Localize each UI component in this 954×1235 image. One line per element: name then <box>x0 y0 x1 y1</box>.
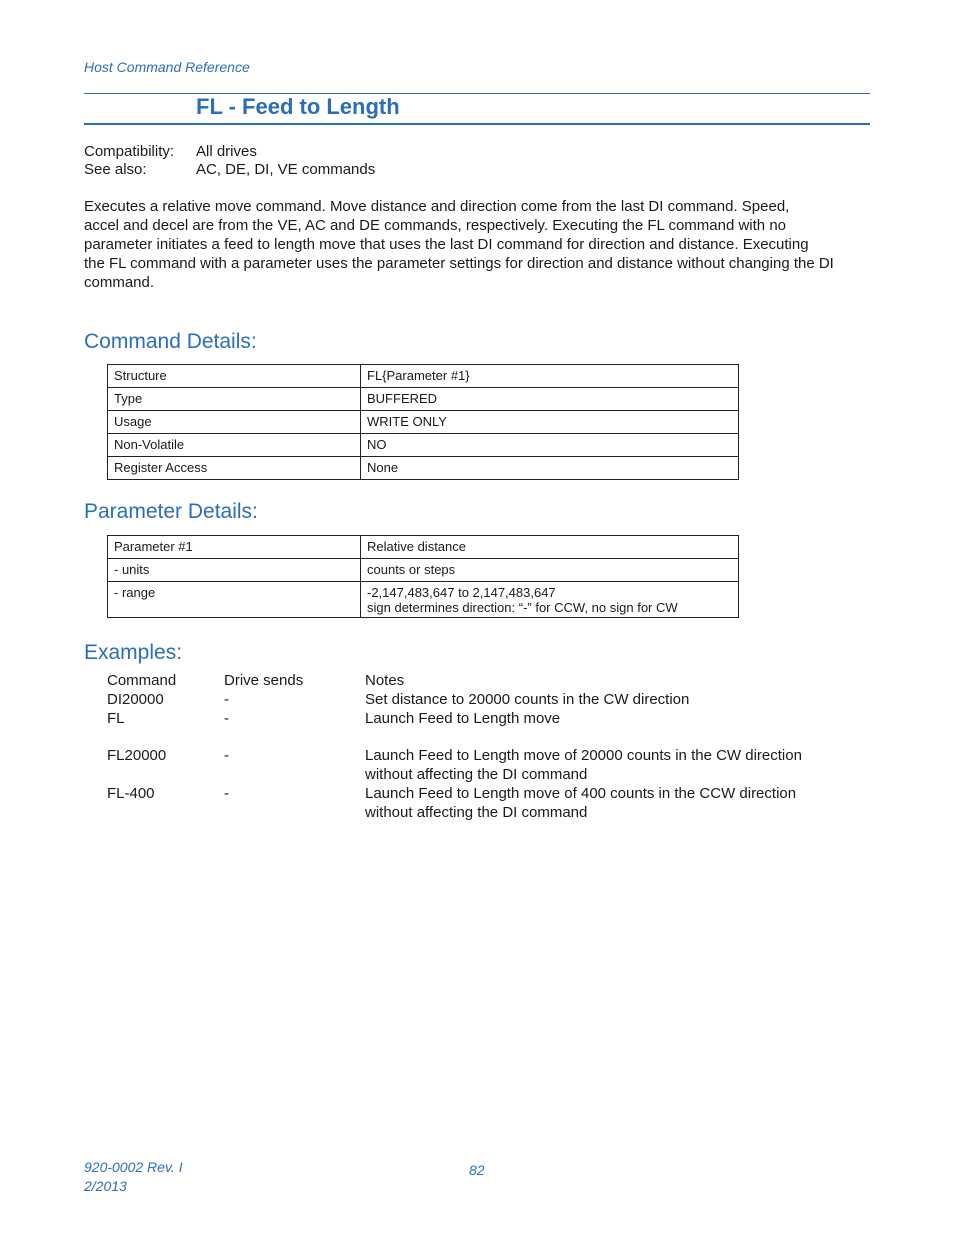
table-row <box>108 559 739 582</box>
footer-doc-info <box>84 1158 183 1196</box>
table-row <box>108 411 739 434</box>
example-notes-line: without affecting the DI command <box>365 804 588 821</box>
footer-date: 2/2013 <box>84 1178 127 1194</box>
table-row <box>108 365 739 388</box>
example-drive-sends: - <box>224 785 229 802</box>
table-cell-value <box>361 582 739 618</box>
example-drive-sends: - <box>224 710 229 727</box>
table-cell-label: Parameter #1 <box>108 536 361 559</box>
example-notes <box>365 746 802 784</box>
description-line: accel and decel are from the VE, AC and DE commands, respectively. Executing the FL command with no <box>84 217 787 234</box>
table-cell-label: Usage <box>108 411 361 434</box>
compatibility-value: All drives <box>196 143 257 160</box>
table-cell-label: Structure <box>108 365 361 388</box>
example-command: FL20000 <box>107 747 167 764</box>
example-notes: Set distance to 20000 counts in the CW direction <box>365 691 690 708</box>
description-line: parameter initiates a feed to length move that uses the last DI command for direction and distance. Executing <box>84 236 809 253</box>
example-notes-line: without affecting the DI command <box>365 766 588 783</box>
footer-doc-number: 920-0002 Rev. I <box>84 1159 183 1175</box>
example-command: FL <box>107 710 125 727</box>
table-cell-value: counts or steps <box>361 559 739 582</box>
table-cell-label: Non-Volatile <box>108 434 361 457</box>
example-command: DI20000 <box>107 691 164 708</box>
examples-col-drive-sends: Drive sends <box>224 672 304 689</box>
range-value: -2,147,483,647 to 2,147,483,647 <box>367 585 556 600</box>
see-also-label: See also: <box>84 161 147 178</box>
example-command: FL-400 <box>107 785 155 802</box>
examples-heading: Examples: <box>84 641 183 664</box>
command-details-table <box>107 364 739 480</box>
description-line: Executes a relative move command. Move distance and direction come from the last DI command. Speed, <box>84 198 790 215</box>
table-row <box>108 388 739 411</box>
example-drive-sends: - <box>224 747 229 764</box>
table-row <box>108 582 739 618</box>
example-drive-sends: - <box>224 691 229 708</box>
range-note: sign determines direction: “-” for CCW, no sign for CW <box>367 600 678 615</box>
see-also-value: AC, DE, DI, VE commands <box>196 161 376 178</box>
examples-col-notes: Notes <box>365 672 405 689</box>
command-details-heading: Command Details: <box>84 330 257 353</box>
page-title: FL - Feed to Length <box>196 94 400 119</box>
parameter-details-heading: Parameter Details: <box>84 500 258 523</box>
table-cell-label: Type <box>108 388 361 411</box>
table-cell-value: FL{Parameter #1} <box>361 365 739 388</box>
table-cell-value: Relative distance <box>361 536 739 559</box>
example-notes-line: Launch Feed to Length move of 20000 counts in the CW direction <box>365 747 802 764</box>
table-cell-label: - units <box>108 559 361 582</box>
table-cell-value: NO <box>361 434 739 457</box>
example-notes-line: Launch Feed to Length move of 400 counts in the CCW direction <box>365 785 797 802</box>
running-header: Host Command Reference <box>84 59 250 75</box>
examples-col-command: Command <box>107 672 177 689</box>
table-cell-value: WRITE ONLY <box>361 411 739 434</box>
table-cell-label: Register Access <box>108 457 361 480</box>
example-notes <box>365 784 796 822</box>
table-row <box>108 434 739 457</box>
compatibility-label: Compatibility: <box>84 143 175 160</box>
parameter-details-table <box>107 535 739 618</box>
description-line: command. <box>84 274 155 291</box>
table-cell-label: - range <box>108 582 361 618</box>
page-number: 82 <box>469 1162 485 1178</box>
table-cell-value: None <box>361 457 739 480</box>
description-line: the FL command with a parameter uses the parameter settings for direction and distance without changing the DI <box>84 255 834 272</box>
title-bottom-rule <box>84 123 870 125</box>
table-cell-value: BUFFERED <box>361 388 739 411</box>
table-row <box>108 457 739 480</box>
description-paragraph <box>84 197 884 292</box>
example-notes: Launch Feed to Length move <box>365 710 561 727</box>
table-row <box>108 536 739 559</box>
